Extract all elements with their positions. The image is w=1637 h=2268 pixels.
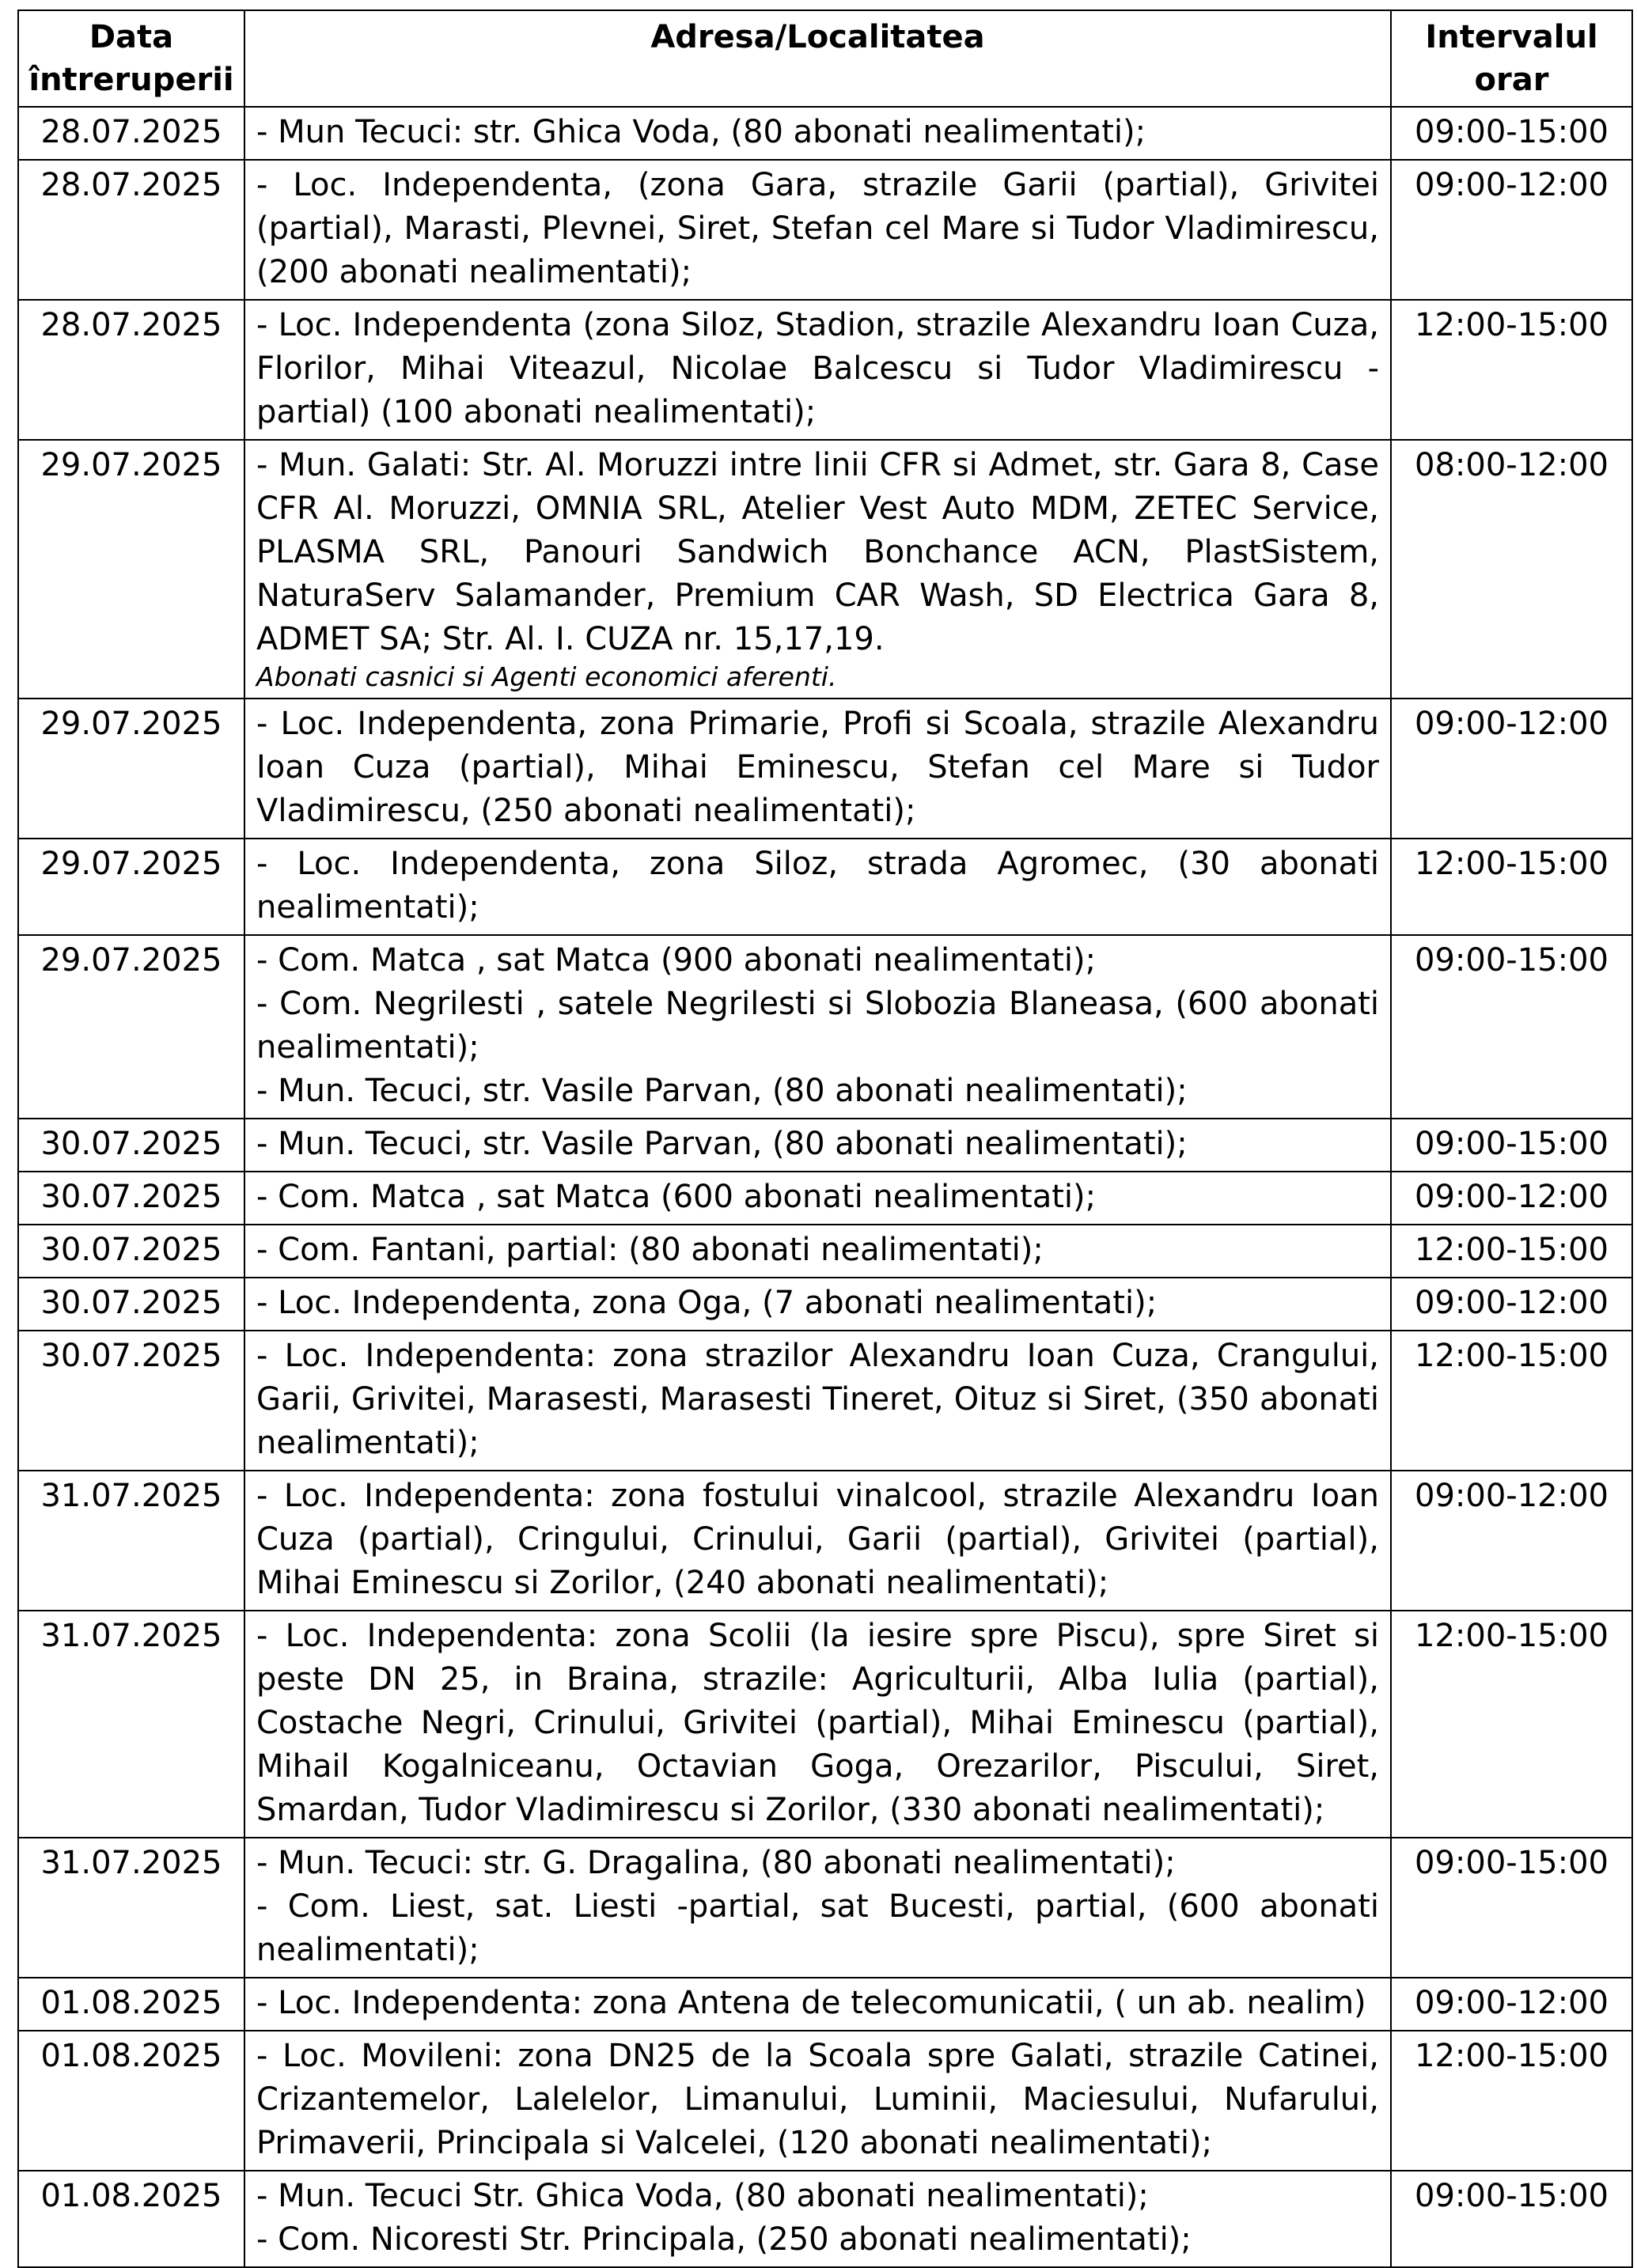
table-row (18, 1119, 1632, 1172)
outage-address (244, 300, 1391, 440)
table-row (18, 2031, 1632, 2171)
outage-interval: 09:00-15:00 (1391, 1838, 1632, 1978)
address-line: - Mun. Tecuci, str. Vasile Parvan, (80 abonati nealimentati); (256, 1126, 1188, 1162)
address-note: Abonati casnici si Agenti economici aferenti. (256, 661, 837, 692)
table-row (18, 1172, 1632, 1225)
outage-address (244, 1611, 1391, 1838)
address-line: - Com. Matca , sat Matca (600 abonati nealimentati); (256, 1179, 1097, 1215)
outage-interval: 09:00-12:00 (1391, 1471, 1632, 1611)
outage-date: 30.07.2025 (18, 1172, 244, 1225)
outage-date: 28.07.2025 (18, 160, 244, 300)
header-address: Adresa/Localitatea (244, 10, 1391, 107)
outage-date: 31.07.2025 (18, 1611, 244, 1838)
outage-date: 29.07.2025 (18, 699, 244, 839)
address-line: - Com. Negrilesti , satele Negrilesti si Slobozia Blaneasa, (600 abonati nealimentati); (256, 986, 1379, 1066)
table-row (18, 1978, 1632, 2031)
outage-date: 29.07.2025 (18, 440, 244, 699)
address-line: - Loc. Independenta: zona Antena de telecomunicatii, ( un ab. nealim) (256, 1985, 1366, 2021)
address-line: - Mun. Tecuci Str. Ghica Voda, (80 abonati nealimentati); (256, 2178, 1149, 2214)
outage-interval: 12:00-15:00 (1391, 300, 1632, 440)
table-row (18, 440, 1632, 699)
table-row (18, 839, 1632, 935)
outage-interval: 09:00-12:00 (1391, 1278, 1632, 1331)
outage-address (244, 2171, 1391, 2267)
outage-interval: 09:00-15:00 (1391, 2171, 1632, 2267)
outage-interval: 09:00-12:00 (1391, 699, 1632, 839)
address-line: - Loc. Independenta: zona fostului vinalcool, strazile Alexandru Ioan Cuza (partial), Cringului, Crinului, Garii (partial), Grivitei (partial), Mihai Eminescu si Zorilor, (240 abonati nealimentati); (256, 1478, 1379, 1601)
header-date: Data întreruperii (18, 10, 244, 107)
outage-interval: 09:00-15:00 (1391, 107, 1632, 160)
address-line: - Com. Liest, sat. Liesti -partial, sat Bucesti, partial, (600 abonati nealimentati); (256, 1888, 1379, 1968)
outages-table (17, 9, 1633, 2268)
outage-date: 30.07.2025 (18, 1225, 244, 1278)
table-body (18, 107, 1632, 2267)
outage-address (244, 1471, 1391, 1611)
table-row (18, 107, 1632, 160)
outage-interval: 12:00-15:00 (1391, 1331, 1632, 1471)
outage-date: 01.08.2025 (18, 2031, 244, 2171)
address-line: - Loc. Independenta, zona Oga, (7 abonati nealimentati); (256, 1285, 1158, 1321)
outage-date: 01.08.2025 (18, 1978, 244, 2031)
outage-interval: 12:00-15:00 (1391, 2031, 1632, 2171)
outage-date: 29.07.2025 (18, 839, 244, 935)
outage-address (244, 1331, 1391, 1471)
table-row (18, 300, 1632, 440)
address-line: - Com. Fantani, partial: (80 abonati nealimentati); (256, 1232, 1044, 1268)
outage-interval: 09:00-12:00 (1391, 160, 1632, 300)
outage-interval: 09:00-15:00 (1391, 935, 1632, 1119)
table-row (18, 160, 1632, 300)
outage-interval: 12:00-15:00 (1391, 1611, 1632, 1838)
outage-address (244, 935, 1391, 1119)
table-row (18, 699, 1632, 839)
outage-date: 30.07.2025 (18, 1331, 244, 1471)
outage-address (244, 440, 1391, 699)
address-line: - Mun Tecuci: str. Ghica Voda, (80 abonati nealimentati); (256, 114, 1146, 150)
outage-address (244, 2031, 1391, 2171)
outage-interval: 12:00-15:00 (1391, 839, 1632, 935)
address-line: - Loc. Independenta, zona Primarie, Profi si Scoala, strazile Alexandru Ioan Cuza (partial), Mihai Eminescu, Stefan cel Mare si Tudor Vladimirescu, (250 abonati nealimentati); (256, 706, 1379, 829)
outage-date: 28.07.2025 (18, 107, 244, 160)
outage-date: 29.07.2025 (18, 935, 244, 1119)
outage-interval: 08:00-12:00 (1391, 440, 1632, 699)
address-line: - Loc. Independenta: zona Scolii (la iesire spre Piscu), spre Siret si peste DN 25, in Braina, strazile: Agriculturii, Alba Iulia (partial), Costache Negri, Crinului, Grivitei (partial), Mihai Eminescu (partial), Mihail Kogalniceanu, Octavian Goga, Orezarilor, Piscului, Siret, Smardan, Tudor Vladimirescu si Zorilor, (330 abonati nealimentati); (256, 1618, 1379, 1828)
header-interval: Intervalul orar (1391, 10, 1632, 107)
table-row (18, 1331, 1632, 1471)
address-line: - Loc. Independenta, (zona Gara, strazile Garii (partial), Grivitei (partial), Marasti, Plevnei, Siret, Stefan cel Mare si Tudor Vladimirescu, (200 abonati nealimentati); (256, 167, 1379, 290)
address-line: - Mun. Galati: Str. Al. Moruzzi intre linii CFR si Admet, str. Gara 8, Case CFR Al. Moruzzi, OMNIA SRL, Atelier Vest Auto MDM, ZETEC Service, PLASMA SRL, Panouri Sandwich Bonchance ACN, PlastSistem, NaturaServ Salamander, Premium CAR Wash, SD Electrica Gara 8, ADMET SA; Str. Al. I. CUZA nr. 15,17,19. (256, 447, 1379, 657)
address-line: - Loc. Independenta (zona Siloz, Stadion, strazile Alexandru Ioan Cuza, Florilor, Mihai Viteazul, Nicolae Balcescu si Tudor Vladimirescu - partial) (100 abonati nealimentati); (256, 307, 1379, 430)
outage-interval: 09:00-12:00 (1391, 1978, 1632, 2031)
address-line: - Loc. Movileni: zona DN25 de la Scoala spre Galati, strazile Catinei, Crizantemelor, Lalelelor, Limanului, Luminii, Maciesului, Nufarului, Primaverii, Principala si Valcelei, (120 abonati nealimentati); (256, 2038, 1379, 2161)
header-row (18, 10, 1632, 107)
outage-address (244, 160, 1391, 300)
outage-address (244, 1225, 1391, 1278)
outage-address (244, 1838, 1391, 1978)
table-row (18, 1611, 1632, 1838)
outage-address (244, 1172, 1391, 1225)
address-line: - Com. Matca , sat Matca (900 abonati nealimentati); (256, 942, 1097, 979)
table-row (18, 1225, 1632, 1278)
outage-address (244, 1119, 1391, 1172)
outage-date: 28.07.2025 (18, 300, 244, 440)
outage-interval: 09:00-15:00 (1391, 1119, 1632, 1172)
outage-address (244, 699, 1391, 839)
outage-interval: 12:00-15:00 (1391, 1225, 1632, 1278)
table-row (18, 1471, 1632, 1611)
outage-address (244, 1278, 1391, 1331)
outage-date: 31.07.2025 (18, 1471, 244, 1611)
table-row (18, 1838, 1632, 1978)
outage-date: 01.08.2025 (18, 2171, 244, 2267)
address-line: - Loc. Independenta: zona strazilor Alexandru Ioan Cuza, Crangului, Garii, Grivitei, Marasesti, Marasesti Tineret, Oituz si Siret, (350 abonati nealimentati); (256, 1338, 1379, 1461)
address-line: - Mun. Tecuci: str. G. Dragalina, (80 abonati nealimentati); (256, 1845, 1176, 1881)
table-row (18, 2171, 1632, 2267)
outage-interval: 09:00-12:00 (1391, 1172, 1632, 1225)
address-line: - Com. Nicoresti Str. Principala, (250 abonati nealimentati); (256, 2221, 1192, 2258)
outage-date: 30.07.2025 (18, 1119, 244, 1172)
outage-address (244, 839, 1391, 935)
outage-date: 31.07.2025 (18, 1838, 244, 1978)
address-line: - Loc. Independenta, zona Siloz, strada Agromec, (30 abonati nealimentati); (256, 846, 1379, 926)
table-row (18, 935, 1632, 1119)
outage-address (244, 1978, 1391, 2031)
table-row (18, 1278, 1632, 1331)
outage-address (244, 107, 1391, 160)
address-line: - Mun. Tecuci, str. Vasile Parvan, (80 abonati nealimentati); (256, 1073, 1188, 1109)
outage-date: 30.07.2025 (18, 1278, 244, 1331)
